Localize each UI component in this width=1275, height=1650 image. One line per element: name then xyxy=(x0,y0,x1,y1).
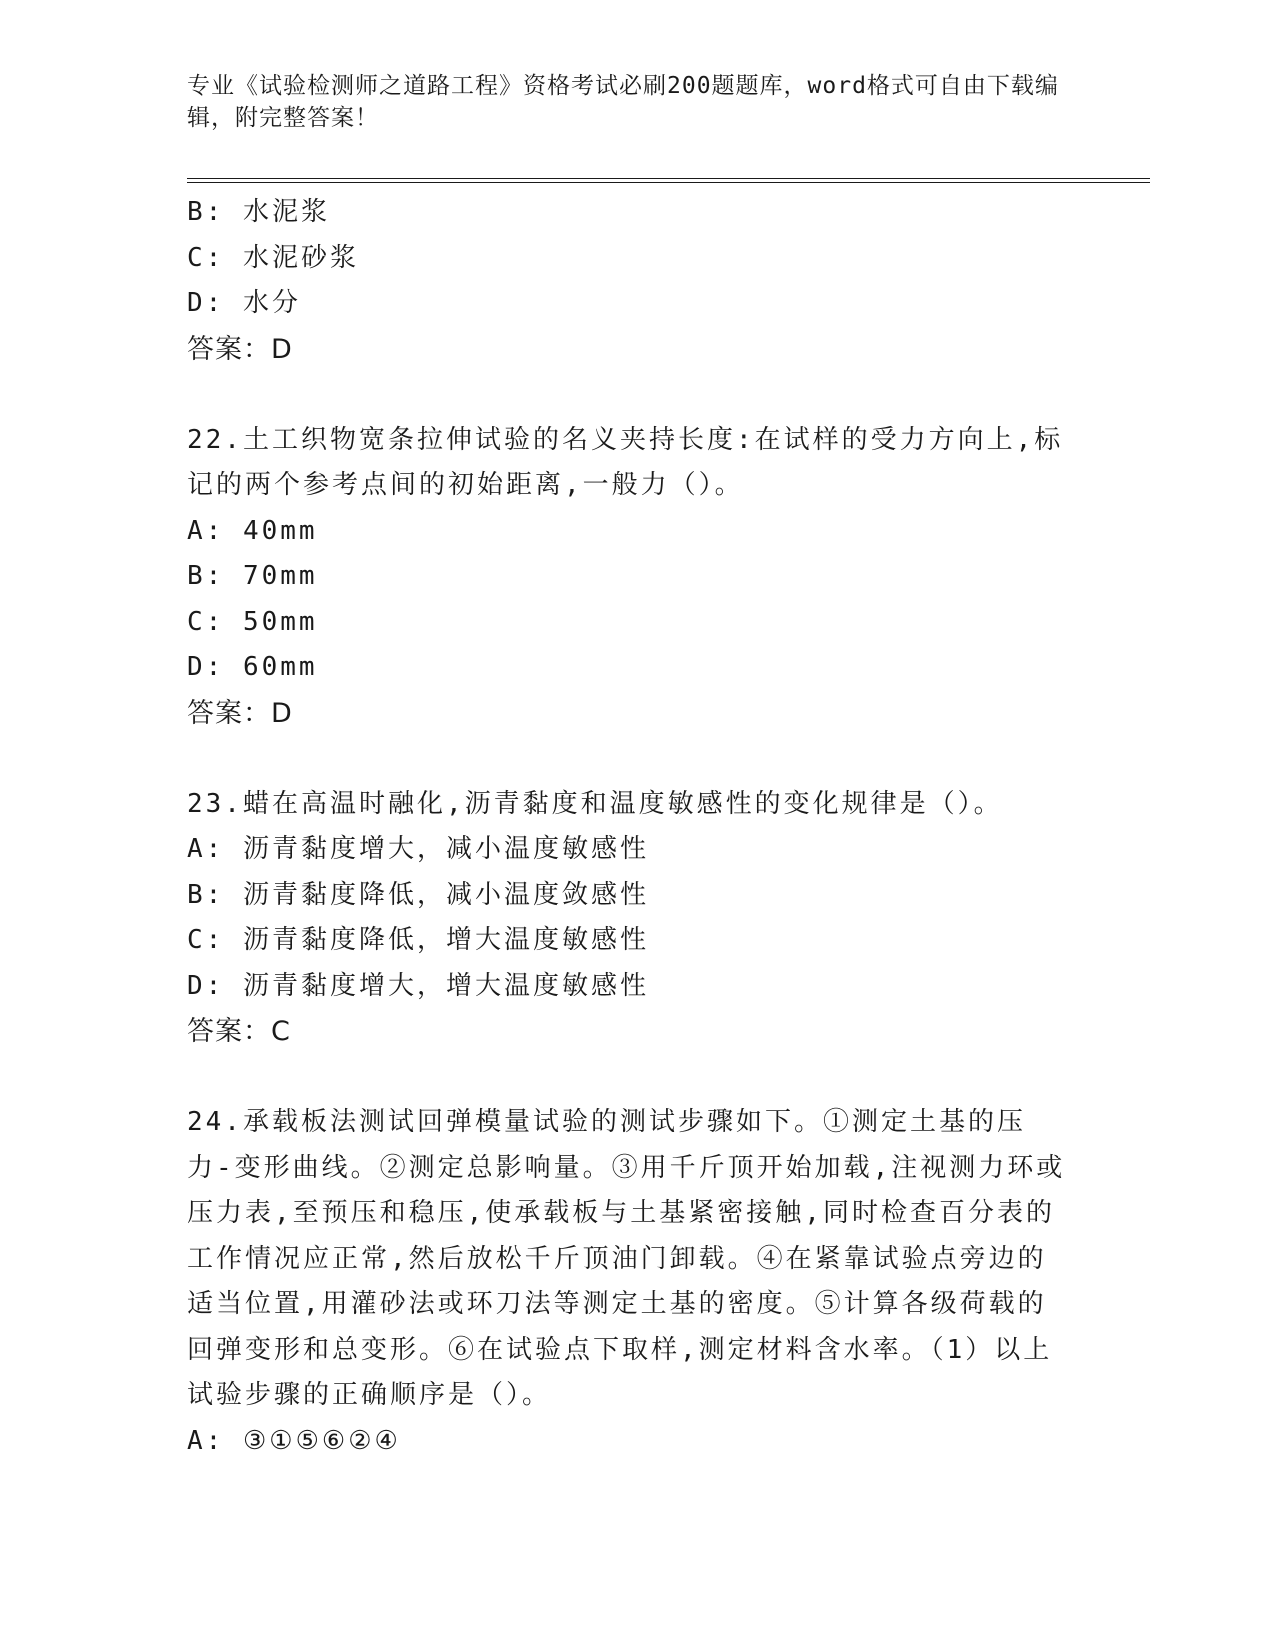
answer-line: 答案：D xyxy=(187,333,293,365)
question-text: 24.承载板法测试回弹模量试验的测试步骤如下。①测定土基的压力-变形曲线。②测定总影响量。③用千斤顶开始加载,注视测力环或压力表,至预压和稳压,使承载板与土基紧密接触,同时检查百分表的工作情况应正常,然后放松千斤顶油门卸载。④在紧靠试验点旁边的适当位置,用灌砂法或环刀法等测定土基的密度。⑤计算各级荷载的回弹变形和总变形。⑥在试验点下取样,测定材料含水率。（1）以上试验步骤的正确顺序是（）。 xyxy=(187,1107,1066,1410)
question-list xyxy=(187,190,1087,1464)
document-header: 专业《试验检测师之道路工程》资格考试必刷200题题库，word格式可自由下载编辑，附完整答案！ xyxy=(187,73,1059,131)
option-b: B: 70mm xyxy=(187,561,318,591)
question-text: 22.土工织物宽条拉伸试验的名义夹持长度:在试样的受力方向上,标记的两个参考点间的初始距离,一般力（）。 xyxy=(187,424,1064,500)
option-b: B: 沥青黏度降低，减小温度敛感性 xyxy=(187,879,649,910)
header-divider xyxy=(187,178,1150,183)
answer-line: 答案：C xyxy=(187,1016,291,1047)
spacer xyxy=(187,372,1087,418)
question-22 xyxy=(187,418,1087,737)
option-c: C: 水泥砂浆 xyxy=(187,242,359,273)
question-24 xyxy=(187,1100,1087,1464)
spacer xyxy=(187,736,1087,782)
question-text: 23.蜡在高温时融化,沥青黏度和温度敏感性的变化规律是（）。 xyxy=(187,788,1003,819)
spacer xyxy=(187,1055,1087,1101)
option-d: D: 60mm xyxy=(187,652,318,682)
option-c: C: 沥青黏度降低，增大温度敏感性 xyxy=(187,925,649,955)
prev-question-block xyxy=(187,190,1087,372)
option-d: D: 水分 xyxy=(187,288,301,318)
option-a: A: ③①⑤⑥②④ xyxy=(187,1425,401,1456)
option-d: D: 沥青黏度增大，增大温度敏感性 xyxy=(187,970,649,1001)
answer-line: 答案：D xyxy=(187,697,293,729)
question-23 xyxy=(187,782,1087,1055)
option-a: A: 40mm xyxy=(187,515,318,546)
option-b: B: 水泥浆 xyxy=(187,197,330,227)
option-c: C: 50mm xyxy=(187,606,318,637)
option-a: A: 沥青黏度增大，减小温度敏感性 xyxy=(187,834,649,864)
